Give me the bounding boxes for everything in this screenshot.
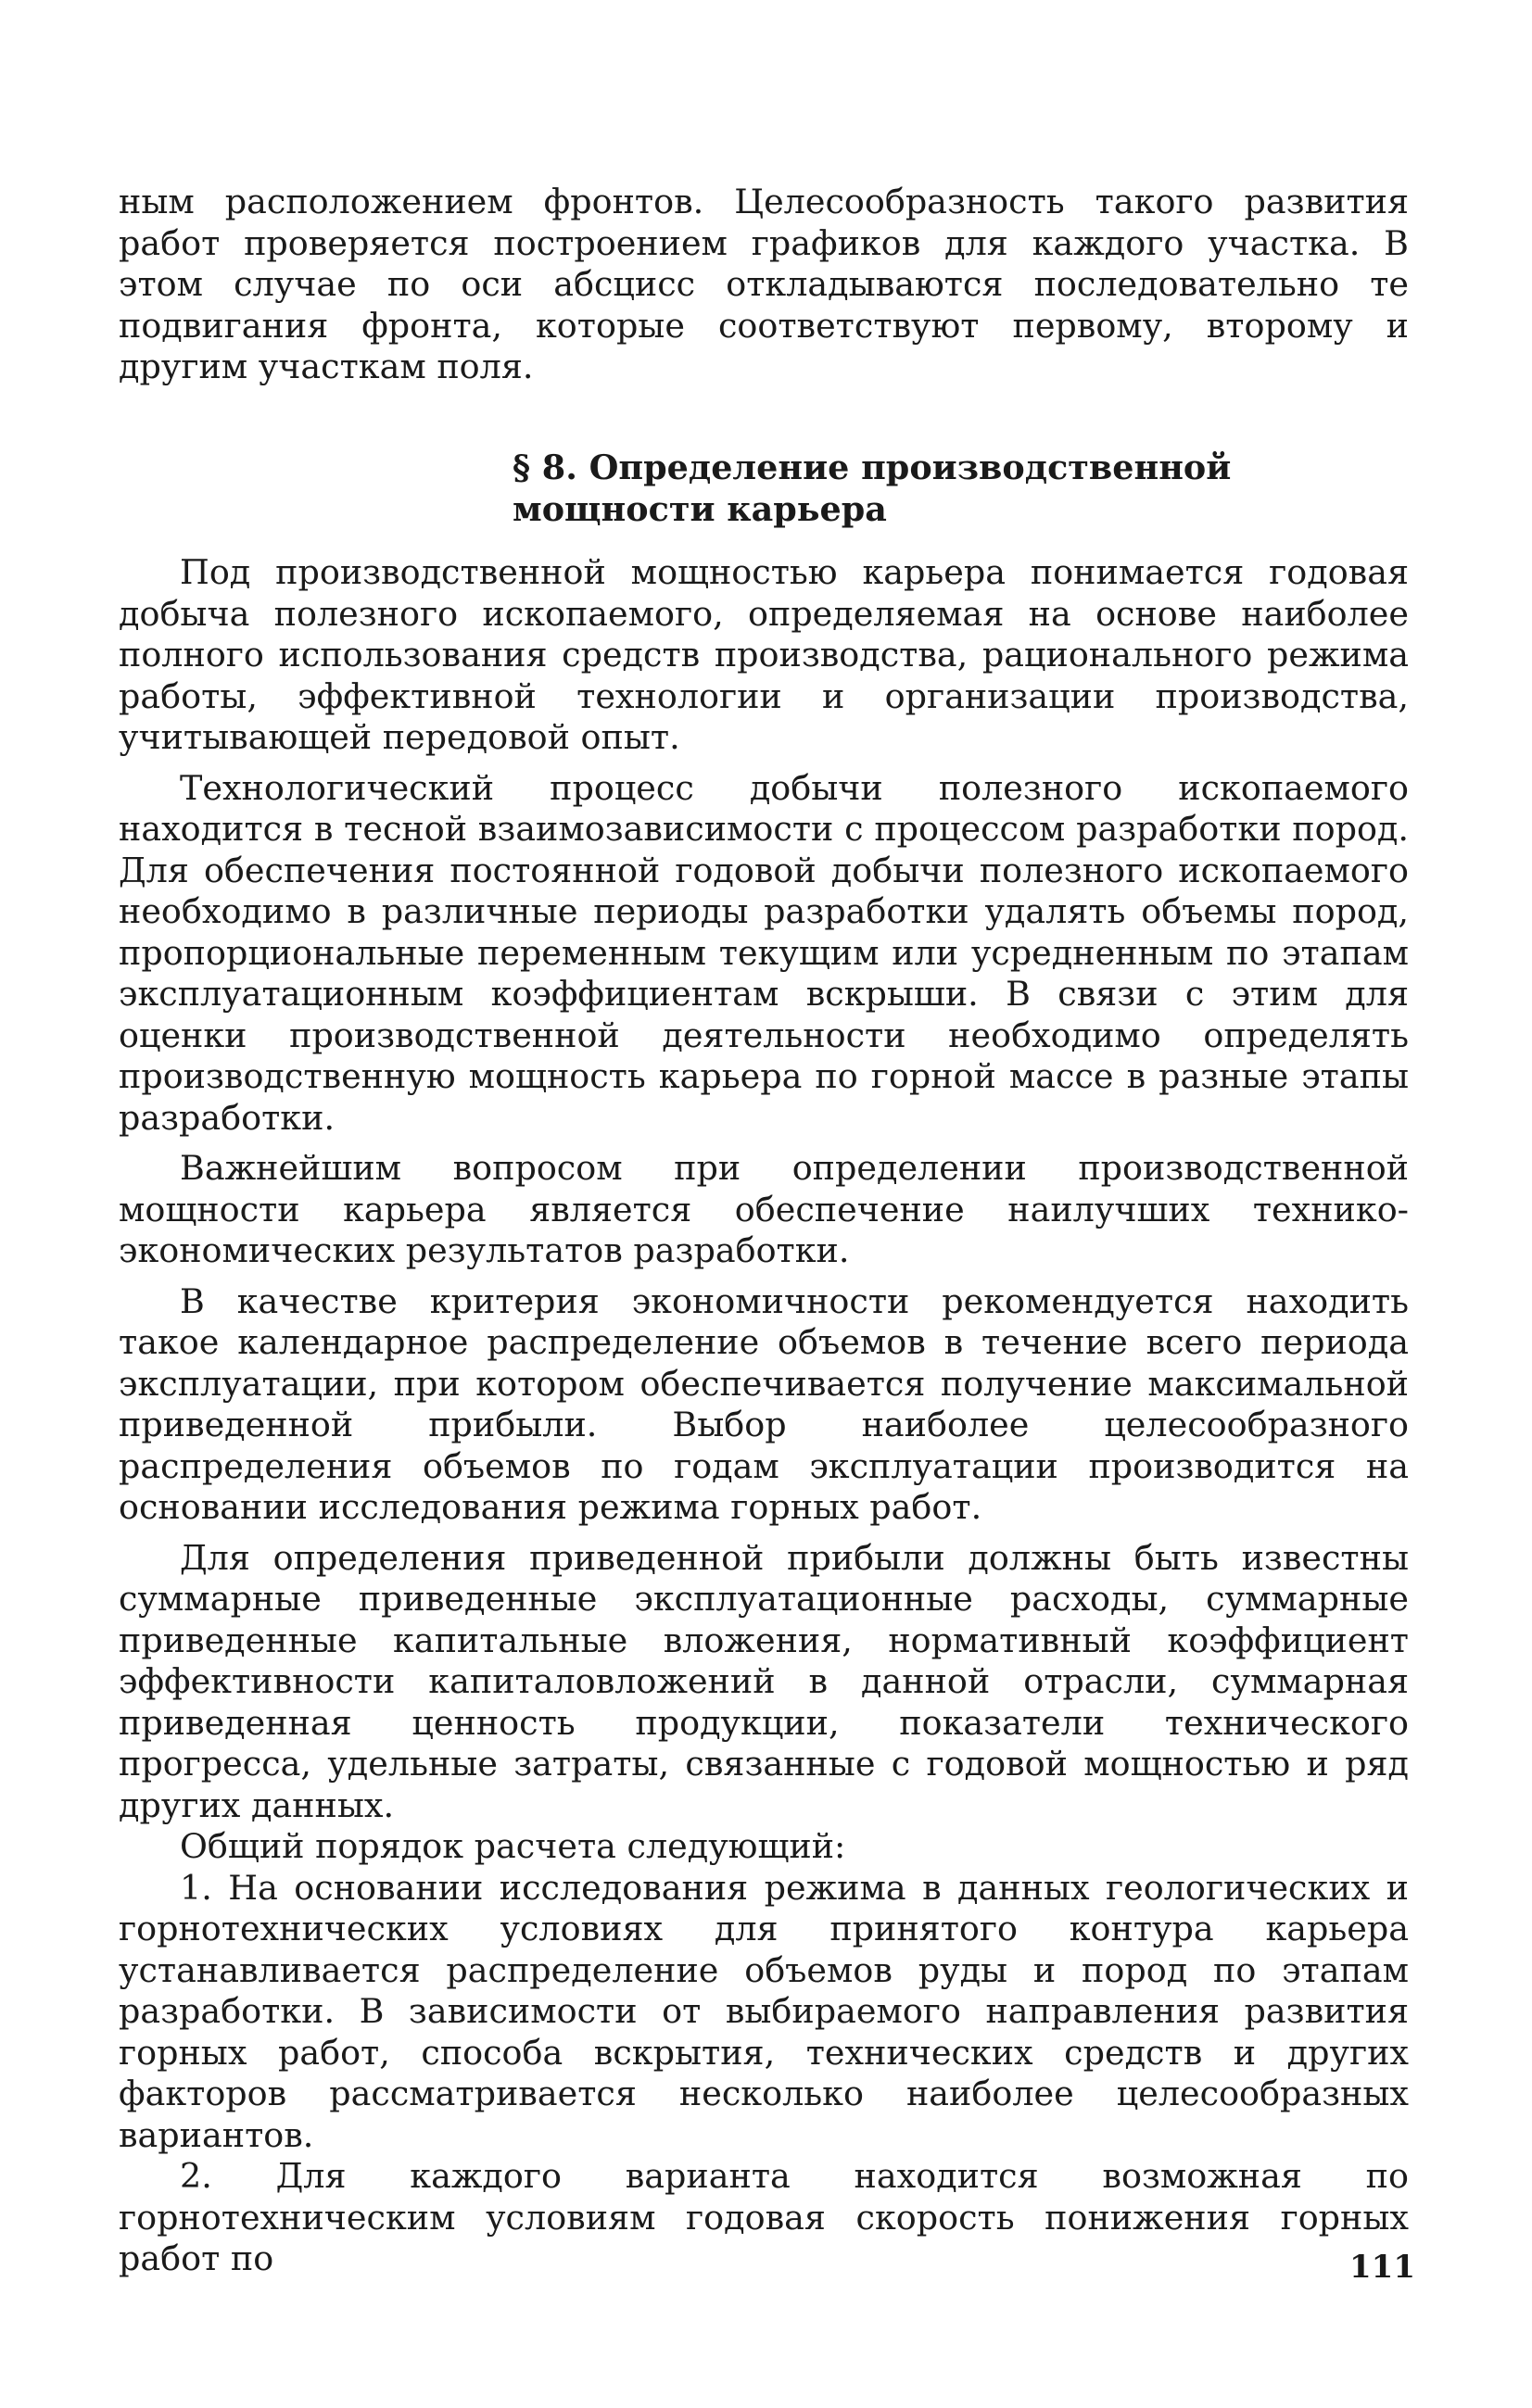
paragraph: Общий порядок расчета следующий: — [180, 1826, 846, 1866]
continued-paragraph — [119, 182, 1409, 388]
numbered-paragraph: 1. На основании исследования режима в данных геологических и горнотехнических условиях для принятого контура карьера устанавливается распределение объемов руды и пород по этапам разработки. В зависимости от выбираемого направления развития горных работ, способа вскрытия, технических средств и других факторов рассматривается несколько наиболее целесообразных вариантов. — [119, 1867, 1409, 2155]
paragraph: Технологический процесс добычи полезного ископаемого находится в тесной взаимозависимости с процессом разработки пород. Для обеспечения постоянной годовой добычи полезного ископаемого необходимо в различные периоды разработки удалять объемы пород, пропорциональные переменным текущим или усредненным по этапам эксплуатационным коэффициентам вскрыши. В связи с этим для оценки производственной деятельности необходимо определять производственную мощность карьера по горной массе в разные этапы разработки. — [119, 767, 1409, 1138]
paragraph: ным расположением фронтов. Целесообразность такого развития работ проверяется построением графиков для каждого участка. В этом случае по оси абсцисс откладываются последовательно те подвигания фронта, которые соответствуют первому, второму и другим участкам поля. — [119, 182, 1409, 386]
page-number: 111 — [1349, 2249, 1415, 2286]
section-heading: § 8. Определение производственной мощности карьера — [513, 448, 1232, 529]
numbered-paragraph: 2. Для каждого варианта находится возможная по горнотехническим условиям годовая скорость понижения горных работ по — [119, 2156, 1409, 2278]
paragraph: Важнейшим вопросом при определении производственной мощности карьера является обеспечение наилучших технико-экономических результатов разработки. — [119, 1148, 1409, 1270]
body-text — [119, 552, 1409, 2280]
paragraph: Для определения приведенной прибыли должны быть известны суммарные приведенные эксплуатационные расходы, суммарные приведенные капитальные вложения, нормативный коэффициент эффективности капиталовложений в данной отрасли, суммарная приведенная ценность продукции, показатели технического прогресса, удельные затраты, связанные с годовой мощностью и ряд других данных. — [119, 1537, 1409, 1825]
paragraph: Под производственной мощностью карьера понимается годовая добыча полезного ископаемого, определяемая на основе наиболее полного использования средств производства, рационального режима работы, эффективной технологии и организации производства, учитывающей передовой опыт. — [119, 552, 1409, 757]
paragraph: В качестве критерия экономичности рекомендуется находить такое календарное распределение объемов в течение всего периода эксплуатации, при котором обеспечивается получение максимальной приведенной прибыли. Выбор наиболее целесообразного распределения объемов по годам эксплуатации производится на основании исследования режима горных работ. — [119, 1280, 1409, 1527]
